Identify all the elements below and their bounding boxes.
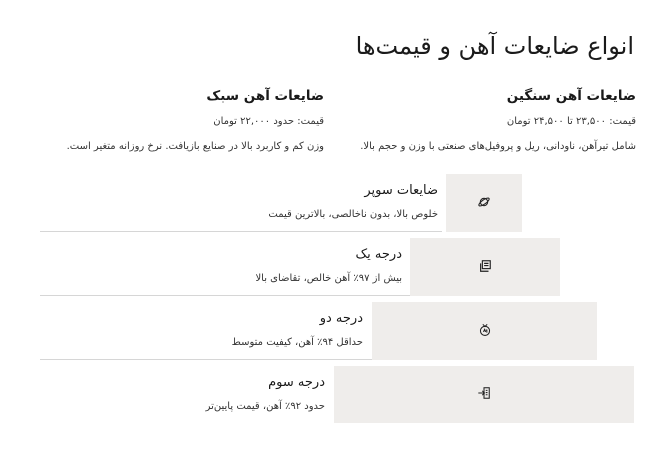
category-heavy-scrap xyxy=(336,86,636,154)
grade-icon-box xyxy=(334,366,634,423)
grade-icon-box xyxy=(410,238,560,296)
grade-text xyxy=(268,174,438,222)
grade-text xyxy=(255,238,402,286)
badge-icon xyxy=(478,322,492,341)
category-title: ضایعات آهن سبک xyxy=(206,88,324,104)
category-title: ضایعات آهن سنگین xyxy=(506,88,636,104)
grade-row-first xyxy=(40,238,560,296)
category-description: وزن کم و کاربرد بالا در صنایع بازیافت. نرخ روزانه متغیر است. xyxy=(66,141,324,152)
grade-icon-box xyxy=(372,302,597,360)
login-icon xyxy=(477,385,491,404)
grade-text xyxy=(206,366,325,414)
grade-description: بیش از ۹۷٪ آهن خالص، تقاضای بالا xyxy=(255,273,402,284)
category-description: شامل تیرآهن، ناودانی، ریل و پروفیل‌های صنعتی با وزن و حجم بالا. xyxy=(360,141,636,152)
grade-row-second xyxy=(40,302,597,360)
grade-name: ضایعات سوپر xyxy=(364,183,438,198)
divider xyxy=(40,359,372,360)
page-title: انواع ضایعات آهن و قیمت‌ها xyxy=(355,32,634,60)
grade-name: درجه سوم xyxy=(268,375,325,390)
category-light-scrap xyxy=(24,86,324,154)
grade-name: درجه یک xyxy=(355,247,402,262)
grade-name: درجه دو xyxy=(319,311,363,326)
divider xyxy=(40,231,442,232)
grade-icon-box xyxy=(446,174,522,232)
grade-row-third xyxy=(40,366,634,424)
planet-icon xyxy=(477,194,491,213)
grade-description: حداقل ۹۴٪ آهن، کیفیت متوسط xyxy=(231,337,363,348)
divider xyxy=(40,295,410,296)
grade-description: خلوص بالا، بدون ناخالصی، بالاترین قیمت xyxy=(268,209,438,220)
layers-icon xyxy=(478,258,492,277)
grade-row-super xyxy=(40,174,522,232)
grade-description: حدود ۹۲٪ آهن، قیمت پایین‌تر xyxy=(205,401,325,412)
grade-text xyxy=(232,302,363,350)
category-price: قیمت: ۲۳,۵۰۰ تا ۲۴,۵۰۰ تومان xyxy=(506,116,636,127)
category-price: قیمت: حدود ۲۲,۰۰۰ تومان xyxy=(213,116,324,127)
